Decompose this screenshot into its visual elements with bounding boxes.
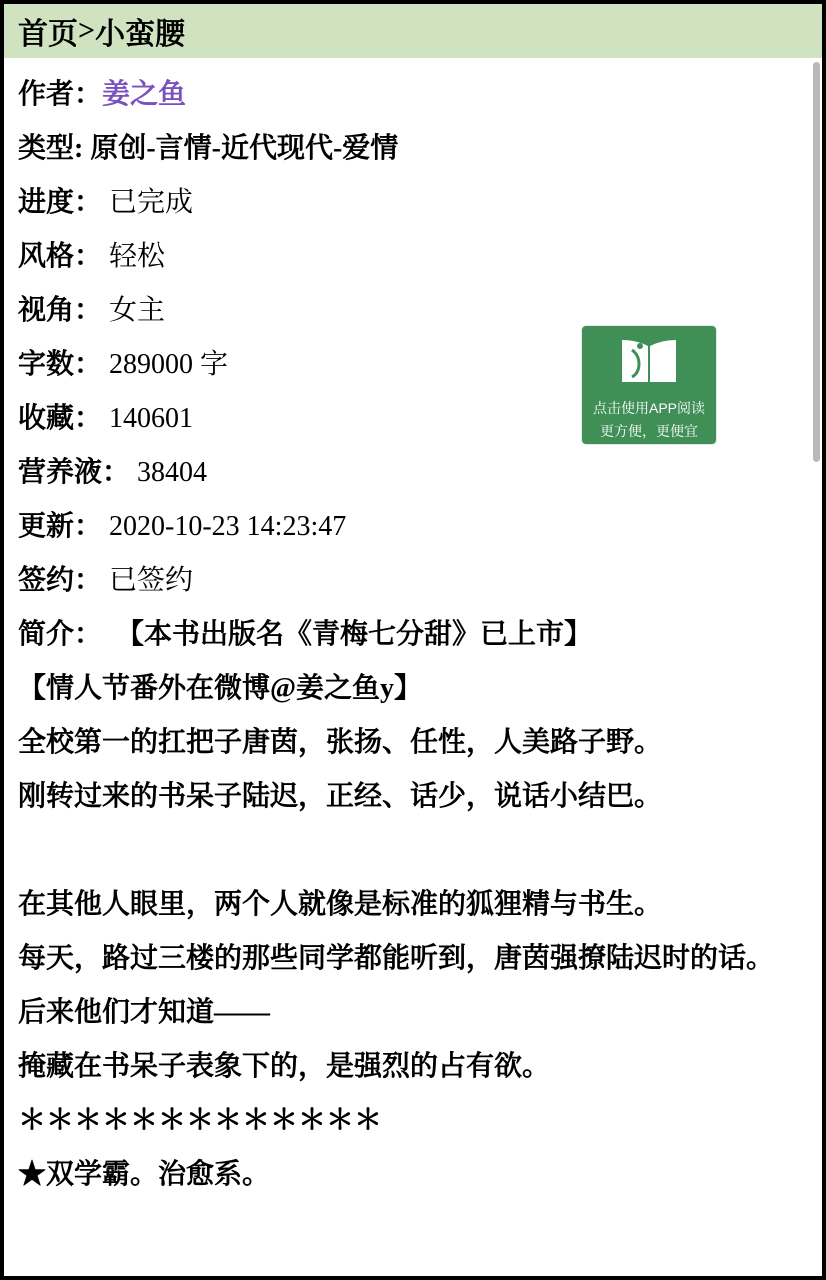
meta-row-style <box>18 230 808 284</box>
meta-label-favorites: 收藏： <box>18 403 103 434</box>
intro-paragraph: 掩藏在书呆子表象下的，是强烈的占有欲。 <box>18 1051 551 1082</box>
intro-body <box>18 662 808 1202</box>
author-link[interactable]: 姜之鱼 <box>102 79 187 110</box>
meta-label-perspective: 视角： <box>18 295 103 326</box>
meta-row-progress <box>18 176 808 230</box>
intro-paragraph: 在其他人眼里，两个人就像是标准的狐狸精与书生。 <box>18 889 663 920</box>
breadcrumb <box>4 4 822 58</box>
meta-label-type: 类型: <box>18 133 84 164</box>
app-download-badge[interactable] <box>582 326 716 444</box>
intro-paragraph: ＊＊＊＊＊＊＊＊＊＊＊＊＊ <box>18 1105 383 1136</box>
meta-label-updated: 更新： <box>18 511 103 542</box>
breadcrumb-home-link[interactable]: 首页 <box>18 18 78 51</box>
book-app-icon <box>582 326 716 396</box>
meta-value-type: 原创-言情-近代现代-爱情 <box>83 133 399 164</box>
intro-first-line-text: 【本书出版名《青梅七分甜》已上市】 <box>116 619 593 650</box>
breadcrumb-separator: > <box>78 14 96 47</box>
intro-paragraph: 每天，路过三楼的那些同学都能听到，唐茵强撩陆迟时的话。 <box>18 943 775 974</box>
meta-label-wordcount: 字数： <box>18 349 103 380</box>
meta-label-contract: 签约： <box>18 565 103 596</box>
meta-value-perspective: 女主 <box>102 295 166 326</box>
app-badge-line1: 点击使用APP阅读 <box>582 396 716 420</box>
intro-paragraph: 【情人节番外在微博@姜之鱼y】 <box>18 673 423 704</box>
intro-label: 简介： <box>18 619 103 650</box>
meta-value-progress: 已完成 <box>102 187 194 218</box>
meta-row-contract <box>18 554 808 608</box>
novel-info <box>4 58 822 1202</box>
meta-row-updated <box>18 500 808 554</box>
meta-label-nutrient: 营养液： <box>18 457 131 488</box>
intro-paragraph: ★双学霸。治愈系。 <box>18 1159 271 1190</box>
meta-value-wordcount: 289000 字 <box>102 349 229 380</box>
intro-paragraph: 全校第一的扛把子唐茵，张扬、任性，人美路子野。 <box>18 727 663 758</box>
intro-paragraph: 刚转过来的书呆子陆迟，正经、话少，说话小结巴。 <box>18 781 663 812</box>
meta-label-progress: 进度： <box>18 187 103 218</box>
meta-label-author: 作者： <box>18 79 103 110</box>
intro-paragraph-blank <box>18 824 808 878</box>
page-title: 小蛮腰 <box>95 18 186 51</box>
meta-value-style: 轻松 <box>102 241 166 272</box>
meta-label-style: 风格： <box>18 241 103 272</box>
meta-row-nutrient <box>18 446 808 500</box>
meta-row-type <box>18 122 808 176</box>
intro-paragraph: 后来他们才知道—— <box>18 997 271 1028</box>
intro-first-line <box>18 608 808 662</box>
meta-value-contract: 已签约 <box>102 565 194 596</box>
meta-value-nutrient: 38404 <box>130 457 208 488</box>
meta-value-favorites: 140601 <box>102 403 194 434</box>
meta-value-updated: 2020-10-23 14:23:47 <box>102 511 347 542</box>
meta-row-author <box>18 68 808 122</box>
app-badge-line2: 更方便，更便宜 <box>582 420 716 444</box>
